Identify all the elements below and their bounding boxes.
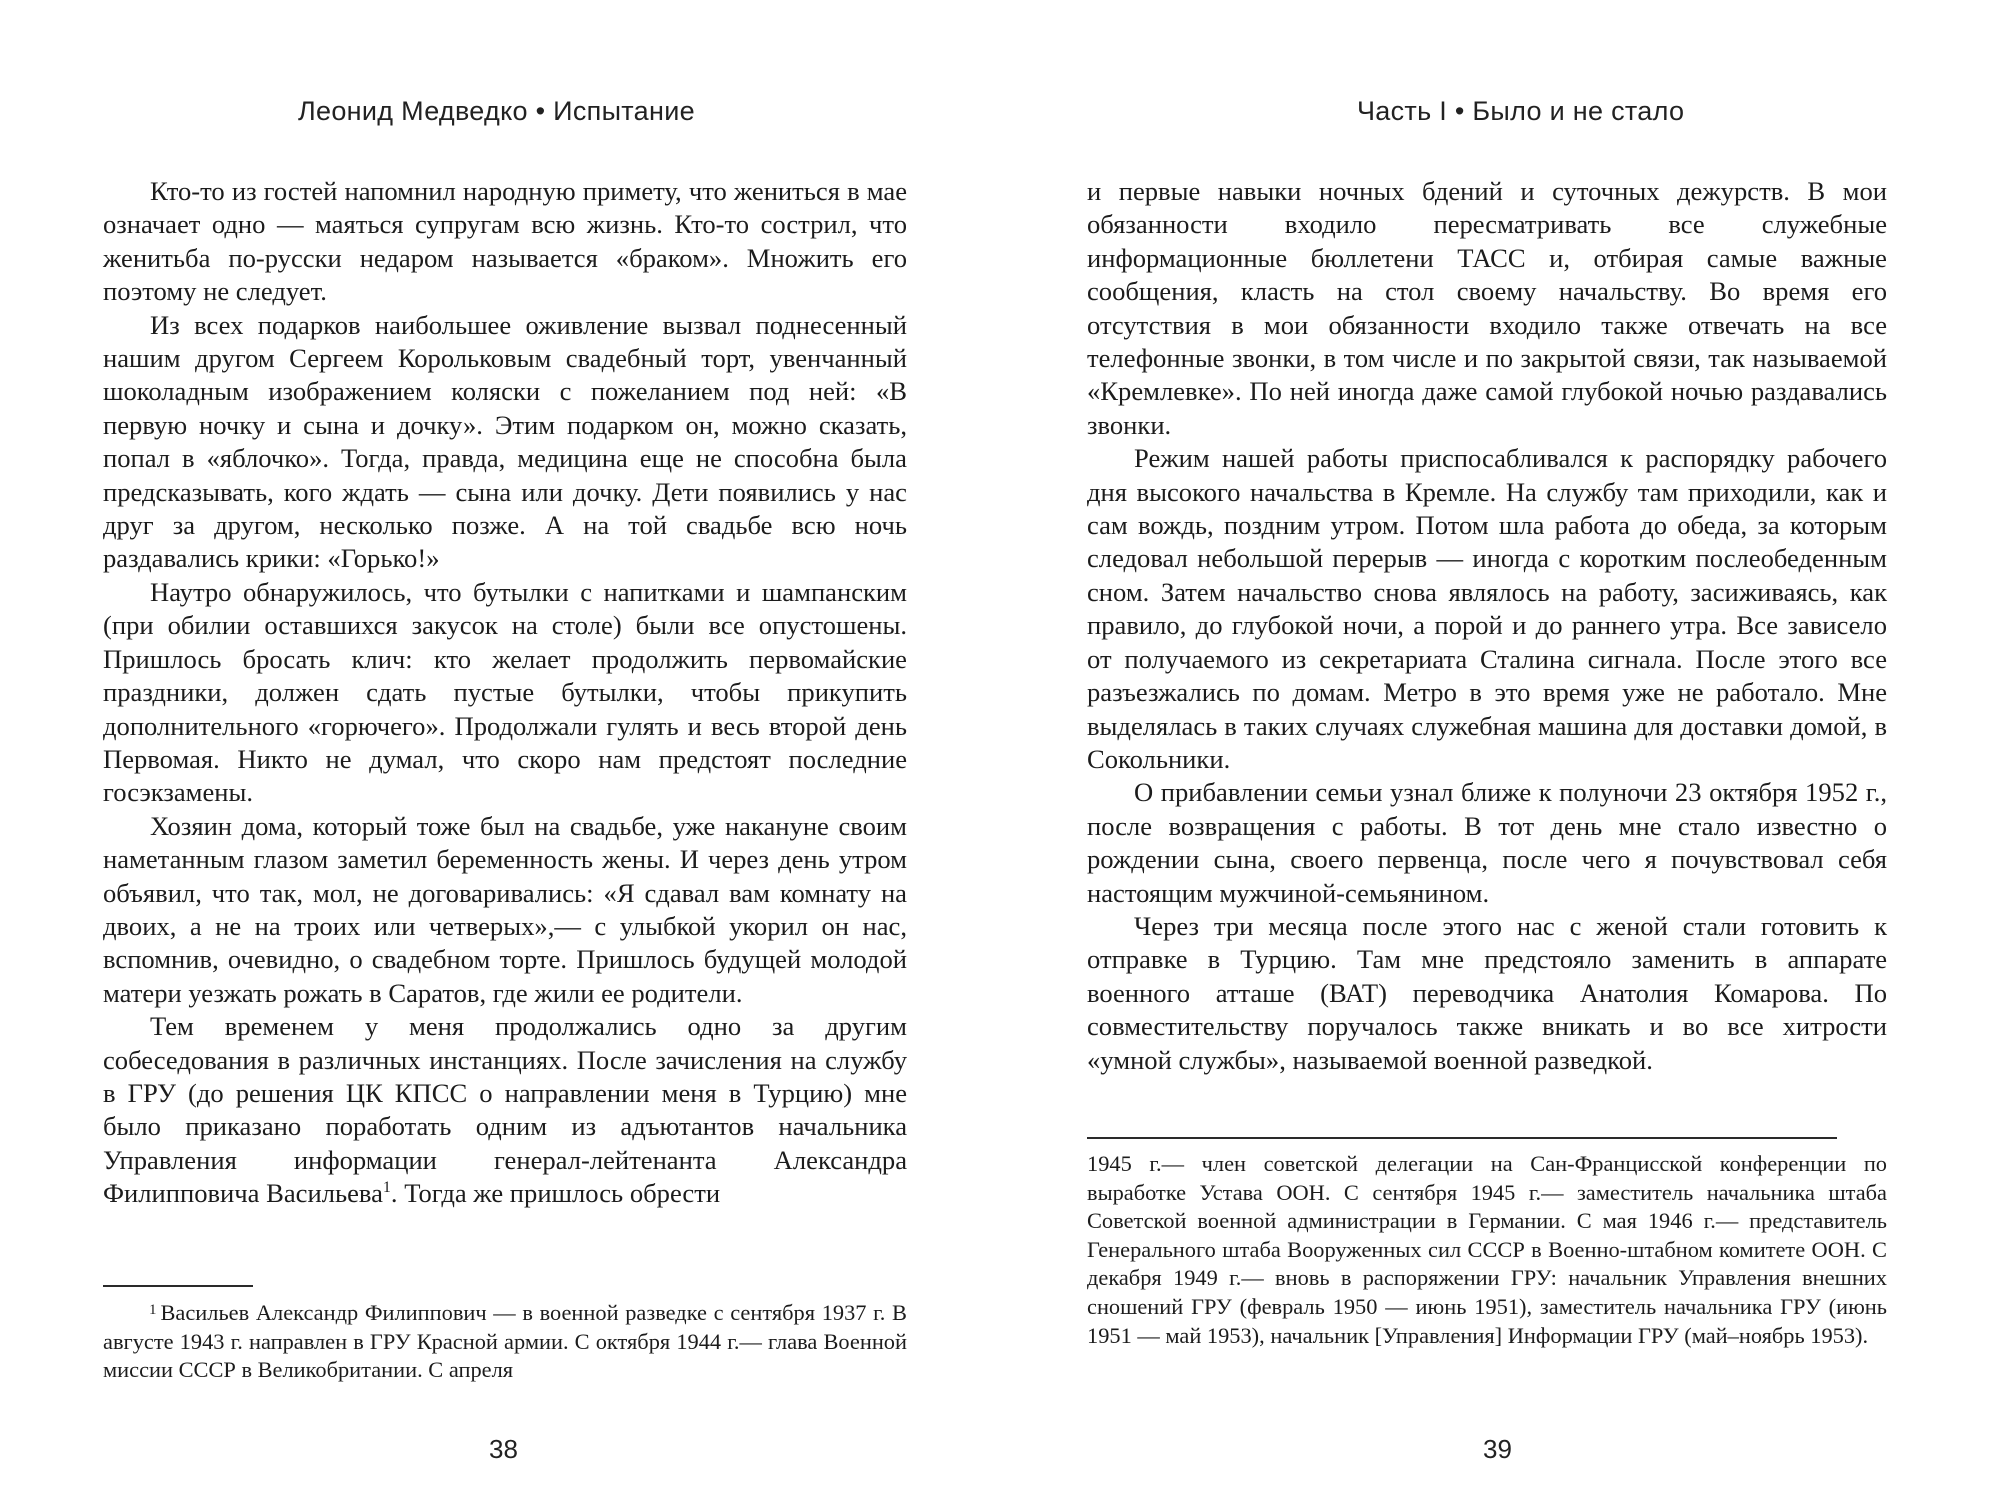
footnote <box>103 1296 907 1385</box>
footnote-reference: 1 <box>382 1179 391 1197</box>
paragraph <box>103 1010 907 1210</box>
paragraph: Режим нашей работы приспосабливался к распорядку рабочего дня высокого начальства в Кремле. На службу там приходили, как и сам вождь, поздним утром. Потом шла работа до обеда, за которым следовал небольшой перерыв — иногда с коротким послеобеденным сном. Затем начальство снова являлось на работу, засиживаясь, как правило, до глубокой ночи, а порой и до раннего утра. Все зависело от получаемого из секретариата Сталина сигнала. После этого все разъезжались по домам. Метро в это время уже не работало. Мне выделялась в таких случаях служебная машина для доставки домой, в Сокольники. <box>1087 443 1887 774</box>
paragraph: Из всех подарков наибольшее оживление вызвал поднесенный нашим другом Сергеем Корольковым свадебный торт, увенчанный шоколадным изображением коляски с пожеланием под ней: «В первую ночку и сына и дочку». Этим подарком он, можно сказать, попал в «яблочко». Тогда, правда, медицина еще не способна была предсказывать, кого ждать — сына или дочку. Дети появились у нас друг за другом, несколько позже. А на той свадьбе всю ночь раздавались крики: «Горько!» <box>103 309 907 574</box>
footnote-mark: 1 <box>149 1302 157 1318</box>
body-text <box>1087 175 1887 1077</box>
header-text: Леонид Медведко • Испытание <box>298 96 695 126</box>
page-number: 39 <box>1483 1434 1512 1464</box>
footnote-text: Васильев Александр Филиппович — в военной разведке с сентября 1937 г. В августе 1943 г. направлен в ГРУ Красной армии. С октября 1944 г.— глава Военной миссии СССР в Великобритании. С апреля <box>103 1300 907 1383</box>
paragraph: Хозяин дома, который тоже был на свадьбе, уже накануне своим наметанным глазом заметил беременность жены. И через день утром объявил, что так, мол, не договаривались: «Я сдавал вам комнату на двоих, а не на троих или четверых»,— с улыбкой укорил он нас, вспомнив, очевидно, о свадебном торте. Пришлось будущей молодой матери уезжать рожать в Саратов, где жили ее родители. <box>103 810 907 1008</box>
paragraph-text-end: . Тогда же пришлось обрести <box>390 1178 721 1209</box>
paragraph-continuation: и первые навыки ночных бдений и суточных дежурств. В мои обязанности входило пересматривать все служебные информационные бюллетени ТАСС и, отбирая самые важные сообщения, класть на стол своему начальству. Во время его отсутствия в мои обязанности входило также отвечать на все телефонные звонки, в том числе и по закрытой связи, так называемой «Кремлевке». По ней иногда даже самой глубокой ночью раздавались звонки. <box>1087 176 1887 440</box>
page-number: 38 <box>489 1434 518 1464</box>
paragraph: О прибавлении семьи узнал ближе к полуночи 23 октября 1952 г., после возвращения с работы. В тот день мне стало известно о рождении сына, своего первенца, после чего я почувствовал себя настоящим мужчиной-семьянином. <box>1087 777 1887 908</box>
body-text <box>103 175 907 1211</box>
paragraph: Через три месяца после этого нас с женой стали готовить к отправке в Турцию. Там мне предстояло заменить в аппарате военного атташе (ВАТ) переводчика Анатолия Комарова. По совместительству поручалось также вникать и во все хитрости «умной службы», называемой военной разведкой. <box>1087 910 1887 1075</box>
paragraph: Кто-то из гостей напомнил народную примету, что жениться в мае означает одно — маяться супругам всю жизнь. Кто-то сострил, что женитьба по-русски недаром называется «браком». Множить его поэтому не следует. <box>103 176 907 307</box>
right-page <box>1000 0 2000 1509</box>
footnote-separator <box>1087 1137 1837 1139</box>
paragraph-text: Тем временем у меня продолжались одно за другим собеседования в различных инстанциях. После зачисления на службу в ГРУ (до решения ЦК КПСС о направлении меня в Турцию) мне было приказано поработать одним из адъютантов начальника Управления информации генерал-лейтенанта Александра Филипповича Васильева <box>103 1011 907 1209</box>
footnote-separator <box>103 1285 253 1287</box>
header-text: Часть I • Было и не стало <box>1357 96 1685 126</box>
footnote-continuation <box>1087 1150 1887 1350</box>
paragraph: Наутро обнаружилось, что бутылки с напитками и шампанским (при обилии оставшихся закусок на столе) были все опустошены. Пришлось бросать клич: кто желает продолжить первомайские праздники, должен сдать пустые бутылки, чтобы прикупить дополнительного «горючего». Продолжали гулять и весь второй день Первомая. Никто не думал, что скоро нам предстоят последние госэкзамены. <box>103 576 907 808</box>
footnote-text: 1945 г.— член советской делегации на Сан-Францисской конференции по выработке Устава ООН. С сентября 1945 г.— заместитель начальника штаба Советской военной администрации в Германии. С мая 1946 г.— представитель Генерального штаба Вооруженных сил СССР в Военно-штабном комитете ООН. С декабря 1949 г.— вновь в распоряжении ГРУ: начальник Управления внешних сношений ГРУ (февраль 1950 — июнь 1951), заместитель начальника ГРУ (июнь 1951 — май 1953), начальник [Управления] Информации ГРУ (май–ноябрь 1953). <box>1087 1151 1887 1348</box>
